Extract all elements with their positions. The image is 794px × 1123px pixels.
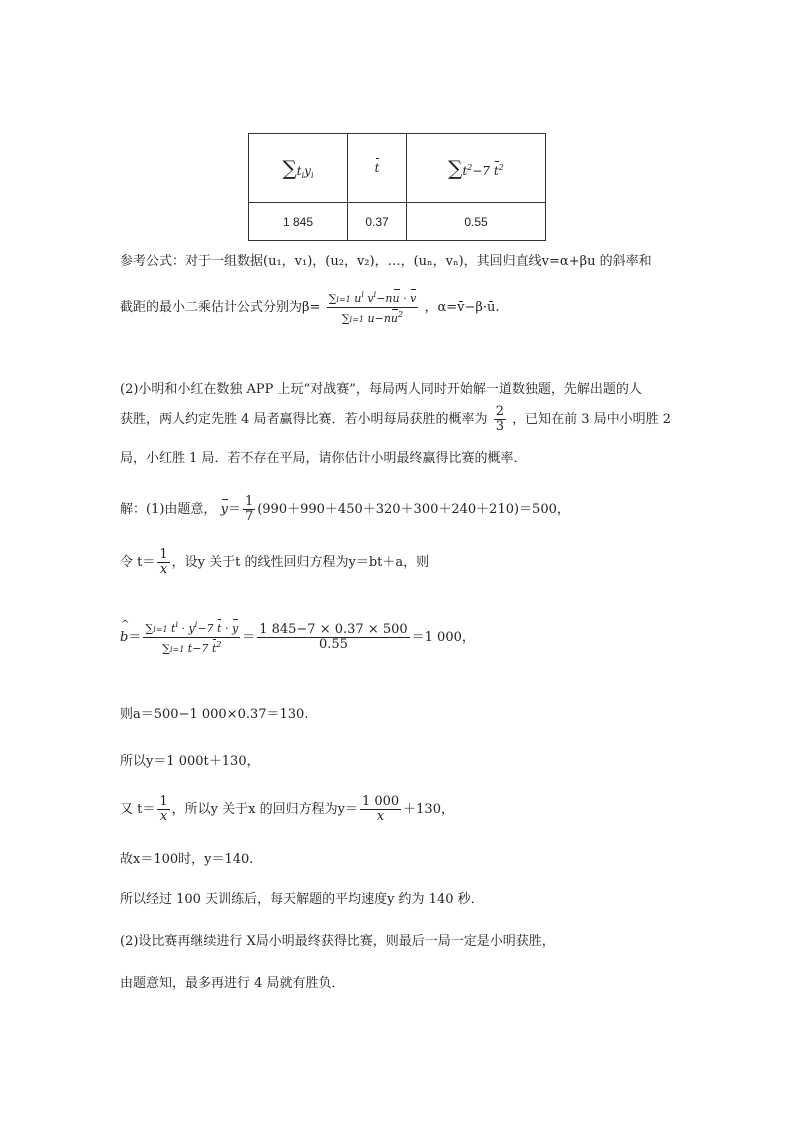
solution-line7: 故x＝100时，y＝140. bbox=[120, 852, 254, 867]
solution-line6: 又 t＝ $\frac{1}{x}$ ，所以y 关于x 的回归方程为y＝ $\frac{1 000}{x}$ ＋130， bbox=[120, 794, 454, 824]
b-hat-formula-fraction: $\frac{\sum i=1 t^i \cdot y^i-7 t \cdot y}{\sum i=1 t-7 t^2}$ bbox=[145, 620, 239, 655]
solution-regression-constant: ＋130， bbox=[403, 802, 454, 817]
solution-line8: 所以经过 100 天训练后，每天解题的平均速度y 约为 140 秒． bbox=[120, 892, 484, 907]
reference-prefix: 截距的最小二乘估计公式分别为β= bbox=[120, 300, 321, 315]
solution-regression-setup: ，设y 关于t 的线性回归方程为y＝bt＋a，则 bbox=[171, 555, 430, 570]
b-hat-denominator: 0.55 bbox=[318, 637, 348, 652]
value-sum-t2: 0.55 bbox=[407, 203, 546, 241]
reference-formula-line2 bbox=[120, 288, 500, 327]
probability-numerator: 2 bbox=[495, 404, 504, 419]
b-hat-result: ＝1 000， bbox=[411, 630, 475, 645]
solution-prefix: 解：(1)由题意， bbox=[120, 502, 217, 517]
data-table bbox=[248, 133, 546, 241]
beta-fraction: $\frac{\sum i=1 u^i v^i-nu \cdot v}{\sum i=1 u-nu^2}$ bbox=[328, 290, 417, 325]
table-value-row bbox=[249, 203, 546, 241]
solution-line5: 所以y＝1 000t＋130， bbox=[120, 754, 260, 769]
regression-numerator: 1 000 bbox=[361, 794, 400, 809]
header-sum-ty: $\sum t_iy_i$ bbox=[249, 134, 348, 203]
question2-line1: (2)小明和小红在数独 APP 上玩“对战赛”，每局两人同时开始解一道数独题，先解出题的人 bbox=[120, 382, 642, 397]
value-t-bar: 0.37 bbox=[348, 203, 407, 241]
solution-let-t: 令 t＝ bbox=[120, 555, 156, 570]
solution-line4: 则a＝500−1 000×0.37＝130. bbox=[120, 707, 309, 722]
value-sum-ty: 1 845 bbox=[249, 203, 348, 241]
solution-line9: (2)设比赛再继续进行 X局小明最终获得比赛，则最后一局一定是小明获胜， bbox=[120, 934, 555, 949]
reference-formula-line1: 参考公式：对于一组数据(u₁，v₁)，(u₂，v₂)，…，(uₙ，vₙ)，其回归直线v=α+βu 的斜率和 bbox=[120, 254, 652, 269]
solution-again-t: 又 t＝ bbox=[120, 802, 156, 817]
header-t-bar: t bbox=[348, 134, 407, 203]
solution-line2: 令 t＝ $\frac{1}{x}$ ，设y 关于t 的线性回归方程为y＝bt＋a，则 bbox=[120, 547, 430, 577]
table-header-row bbox=[249, 134, 546, 203]
reference-suffix: ，α=v̄−β·ū. bbox=[424, 300, 500, 315]
probability-fraction bbox=[494, 405, 506, 434]
header-sum-t2: $\sum t^2-7$ $t^2$ bbox=[407, 134, 546, 203]
solution-line10: 由题意知，最多再进行 4 局就有胜负． bbox=[120, 976, 345, 991]
question2-line2a: 获胜，两人约定先胜 4 局者赢得比赛．若小明每局获胜的概率为 bbox=[120, 412, 488, 427]
solution-regression-x: ，所以y 关于x 的回归方程为y＝ bbox=[171, 802, 358, 817]
question2-line2b: ，已知在前 3 局中小明胜 2 bbox=[512, 412, 672, 427]
b-hat-numerator: 1 845−7 × 0.37 × 500 bbox=[259, 622, 408, 637]
solution-mean-expr: (990＋990＋450＋320＋300＋240＋210)＝500， bbox=[257, 502, 570, 517]
question2-line2 bbox=[120, 405, 671, 434]
solution-line1: 解：(1)由题意， y＝ $\frac{1}{7}$ (990＋990＋450＋320＋300＋240＋210)＝500， bbox=[120, 494, 570, 524]
b-hat-numeric-fraction bbox=[257, 623, 409, 652]
probability-denominator: 3 bbox=[495, 419, 504, 434]
solution-line3: ^ b＝ $\frac{\sum i=1 t^i \cdot y^i-7 t \cdot y}{\sum i=1 t-7 t^2}$ ＝ $\frac{1 845-7 \times 0.37 \times 500}{0.55}$ ＝1 000， bbox=[120, 618, 475, 657]
question2-line3: 局，小红胜 1 局．若不存在平局，请你估计小明最终赢得比赛的概率． bbox=[120, 451, 527, 466]
